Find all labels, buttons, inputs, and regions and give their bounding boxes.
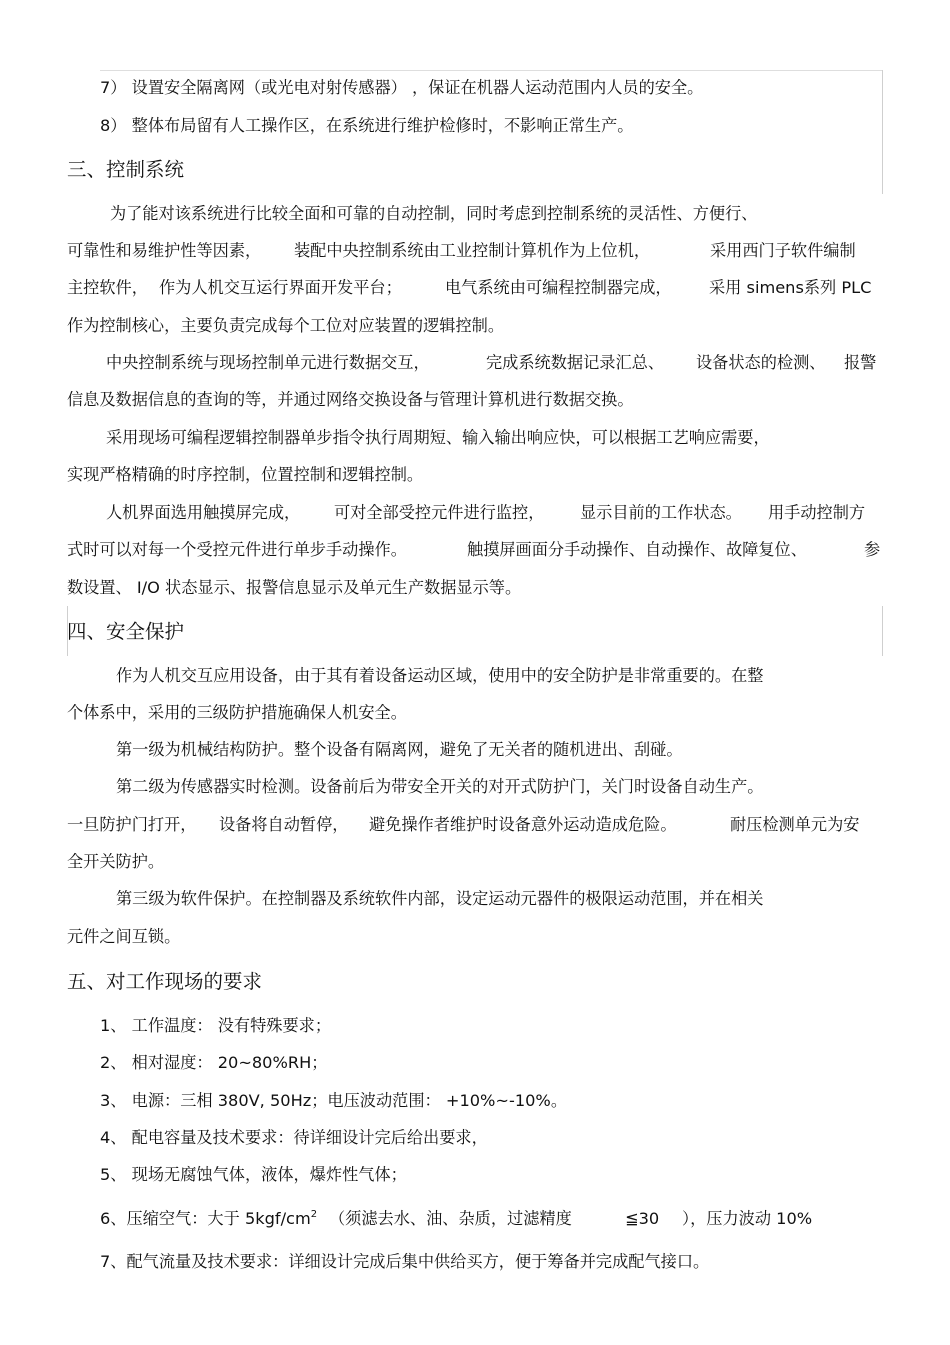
- text-segment: 显示目前的工作状态。: [580, 503, 742, 522]
- table-top-border: [100, 70, 883, 71]
- paragraph-line: 实现严格精确的时序控制，位置控制和逻辑控制。: [67, 465, 424, 484]
- text-segment: ≦30: [625, 1209, 660, 1228]
- text-segment: 电气系统由可编程控制器完成，: [445, 278, 672, 297]
- text-segment: 作为人机交互运行界面开发平台；: [159, 278, 402, 297]
- text-segment: 避免操作者维护时设备意外运动造成危险。: [369, 815, 677, 834]
- section-heading-control-system: 三、控制系统: [67, 158, 185, 181]
- paragraph-line: [67, 278, 892, 298]
- list-item-8: 8） 整体布局留有人工操作区，在系统进行维护检修时，不影响正常生产。: [100, 116, 634, 135]
- text-segment: 中央控制系统与现场控制单元进行数据交互，: [106, 353, 430, 372]
- section-heading-site-requirements: 五、对工作现场的要求: [67, 970, 263, 993]
- paragraph-line: 全开关防护。: [67, 852, 165, 871]
- paragraph-line: 元件之间互锁。: [67, 927, 181, 946]
- text-segment: 采用 simens系列 PLC: [709, 278, 872, 297]
- paragraph-line: 第三级为软件保护。在控制器及系统软件内部，设定运动元器件的极限运动范围，并在相关: [116, 889, 764, 908]
- text-segment: 触摸屏画面分手动操作、自动操作、故障复位、: [467, 540, 807, 559]
- text-segment: 参: [864, 540, 881, 559]
- paragraph-line: [67, 815, 882, 835]
- text-segment: 可对全部受控元件进行监控，: [334, 503, 545, 522]
- paragraph-line: 第一级为机械结构防护。整个设备有隔离网，避免了无关者的随机进出、刮碰。: [116, 740, 683, 759]
- text-segment: 主控软件，: [67, 278, 148, 297]
- paragraph-line: 第二级为传感器实时检测。设备前后为带安全开关的对开式防护门，关门时设备自动生产。: [116, 777, 764, 796]
- paragraph-line: [106, 503, 886, 523]
- text-segment: ），压力波动 10%: [682, 1209, 813, 1228]
- text-segment: 式时可以对每一个受控元件进行单步手动操作。: [67, 540, 407, 559]
- requirement-item: 2、 相对湿度： 20~80%RH；: [100, 1053, 328, 1072]
- text-segment: 用手动控制方: [768, 503, 866, 522]
- text-segment: 设备将自动暂停，: [219, 815, 349, 834]
- superscript-2: 2: [310, 1209, 318, 1220]
- text-segment: 耐压检测单元为安: [730, 815, 860, 834]
- requirement-item: 7、配气流量及技术要求：详细设计完成后集中供给买方，便于筹备并完成配气接口。: [100, 1252, 710, 1271]
- paragraph-line: 作为人机交互应用设备，由于其有着设备运动区域，使用中的安全防护是非常重要的。在整: [116, 666, 764, 685]
- paragraph-line: [106, 353, 886, 373]
- requirement-item: 5、 现场无腐蚀气体，液体，爆炸性气体；: [100, 1165, 407, 1184]
- list-item-7: 7） 设置安全隔离网（或光电对射传感器） ，保证在机器人运动范围内人员的安全。: [100, 78, 704, 97]
- requirement-item: [100, 1209, 840, 1229]
- table-right-border-2: [882, 606, 883, 656]
- text-segment: 设备状态的检测、: [696, 353, 826, 372]
- text-segment: 报警: [844, 353, 877, 372]
- paragraph-line: 数设置、 I/O 状态显示、报警信息显示及单元生产数据显示等。: [67, 578, 522, 597]
- text-segment: 装配中央控制系统由工业控制计算机作为上位机，: [294, 241, 651, 260]
- paragraph-line: [67, 540, 887, 560]
- section-heading-safety-protection: 四、安全保护: [67, 620, 185, 643]
- paragraph-line: 个体系中，采用的三级防护措施确保人机安全。: [67, 703, 407, 722]
- paragraph-line: 作为控制核心，主要负责完成每个工位对应装置的逻辑控制。: [67, 316, 505, 335]
- table-right-border: [882, 70, 883, 194]
- paragraph-line: 信息及数据信息的查询的等，并通过网络交换设备与管理计算机进行数据交换。: [67, 390, 634, 409]
- text-segment: （须滤去水、油、杂质，过滤精度: [329, 1209, 572, 1228]
- text-segment: 采用西门子软件编制: [710, 241, 856, 260]
- requirement-item: 3、 电源：三相 380V, 50Hz；电压波动范围： +10%~-10%。: [100, 1091, 568, 1110]
- paragraph-line: 采用现场可编程逻辑控制器单步指令执行周期短、输入输出响应快，可以根据工艺响应需要，: [106, 428, 770, 447]
- text-segment: 一旦防护门打开，: [67, 815, 197, 834]
- requirement-item: 1、 工作温度： 没有特殊要求；: [100, 1016, 332, 1035]
- text-segment: 6、压缩空气：大于 $5kgf/cm^2$: [100, 1209, 318, 1228]
- text-segment: 完成系统数据记录汇总、: [486, 353, 665, 372]
- requirement-item: 4、 配电容量及技术要求：待详细设计完后给出要求，: [100, 1128, 488, 1147]
- paragraph-line: [67, 241, 887, 261]
- text-segment: 可靠性和易维护性等因素，: [67, 241, 262, 260]
- text-segment: 人机界面选用触摸屏完成，: [106, 503, 301, 522]
- paragraph-line: 为了能对该系统进行比较全面和可靠的自动控制，同时考虑到控制系统的灵活性、方便行、: [110, 204, 758, 223]
